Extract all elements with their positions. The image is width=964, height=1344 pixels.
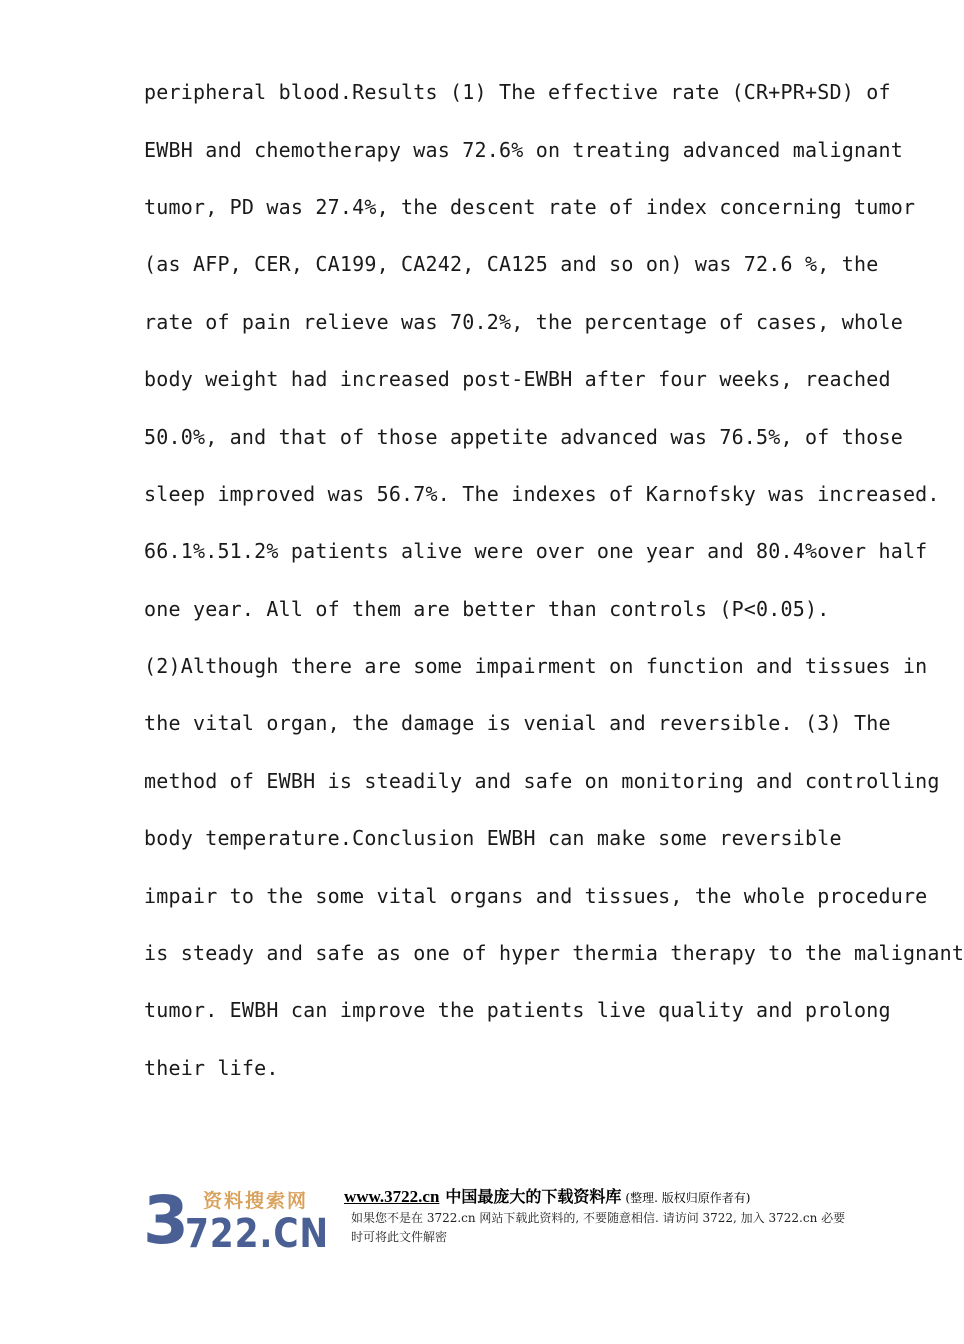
site-slogan: 中国最庞大的下载资料库 xyxy=(445,1187,622,1206)
text-line: 66.1%.51.2% patients alive were over one year and 80.4%over half xyxy=(144,539,928,564)
logo-domain: 722.CN xyxy=(185,1211,330,1257)
text-line: body temperature.Conclusion EWBH can make some reversible xyxy=(144,826,842,851)
text-line: the vital organ, the damage is venial and reversible. (3) The xyxy=(144,711,891,736)
copyright-note: (整理. 版权归原作者有) xyxy=(625,1191,751,1205)
text-line: impair to the some vital organs and tissues, the whole procedure xyxy=(144,883,928,908)
text-line: (as AFP, CER, CA199, CA242, CA125 and so on) was 72.6 %, the xyxy=(144,252,879,277)
footer-headline xyxy=(344,1186,864,1209)
logo-tagline: 资料搜索网 xyxy=(203,1190,309,1212)
text-line: method of EWBH is steadily and safe on monitoring and controlling xyxy=(144,768,940,793)
text-line: their life. xyxy=(144,1055,279,1080)
text-line: sleep improved was 56.7%. The indexes of Karnofsky was increased. xyxy=(144,481,940,506)
text-line: one year. All of them are better than controls (P<0.05). xyxy=(144,596,830,621)
text-line: tumor. EWBH can improve the patients live quality and prolong xyxy=(144,998,891,1023)
text-line: is steady and safe as one of hyper thermia therapy to the malignant xyxy=(144,941,964,966)
text-line: rate of pain relieve was 70.2%, the percentage of cases, whole xyxy=(144,309,903,334)
site-logo[interactable] xyxy=(143,1182,333,1259)
text-line: peripheral blood.Results (1) The effective rate (CR+PR+SD) of xyxy=(144,80,891,105)
text-line: body weight had increased post-EWBH after four weeks, reached xyxy=(144,367,891,392)
text-line: tumor, PD was 27.4%, the descent rate of index concerning tumor xyxy=(144,194,916,219)
text-line: (2)Although there are some impairment on function and tissues in xyxy=(144,654,928,679)
site-link[interactable]: www.3722.cn xyxy=(344,1187,440,1206)
logo-digit: 3 xyxy=(143,1182,189,1259)
page-footer xyxy=(143,1182,863,1266)
footer-disclaimer: 如果您不是在 3722.cn 网站下载此资料的, 不要随意相信. 请访问 3722, 加入 3722.cn 必要时可将此文件解密 xyxy=(351,1211,846,1244)
footer-notice xyxy=(344,1186,864,1247)
text-line: EWBH and chemotherapy was 72.6% on treating advanced malignant xyxy=(144,137,903,162)
text-line: 50.0%, and that of those appetite advanced was 76.5%, of those xyxy=(144,424,903,449)
abstract-paragraph xyxy=(144,64,964,1097)
